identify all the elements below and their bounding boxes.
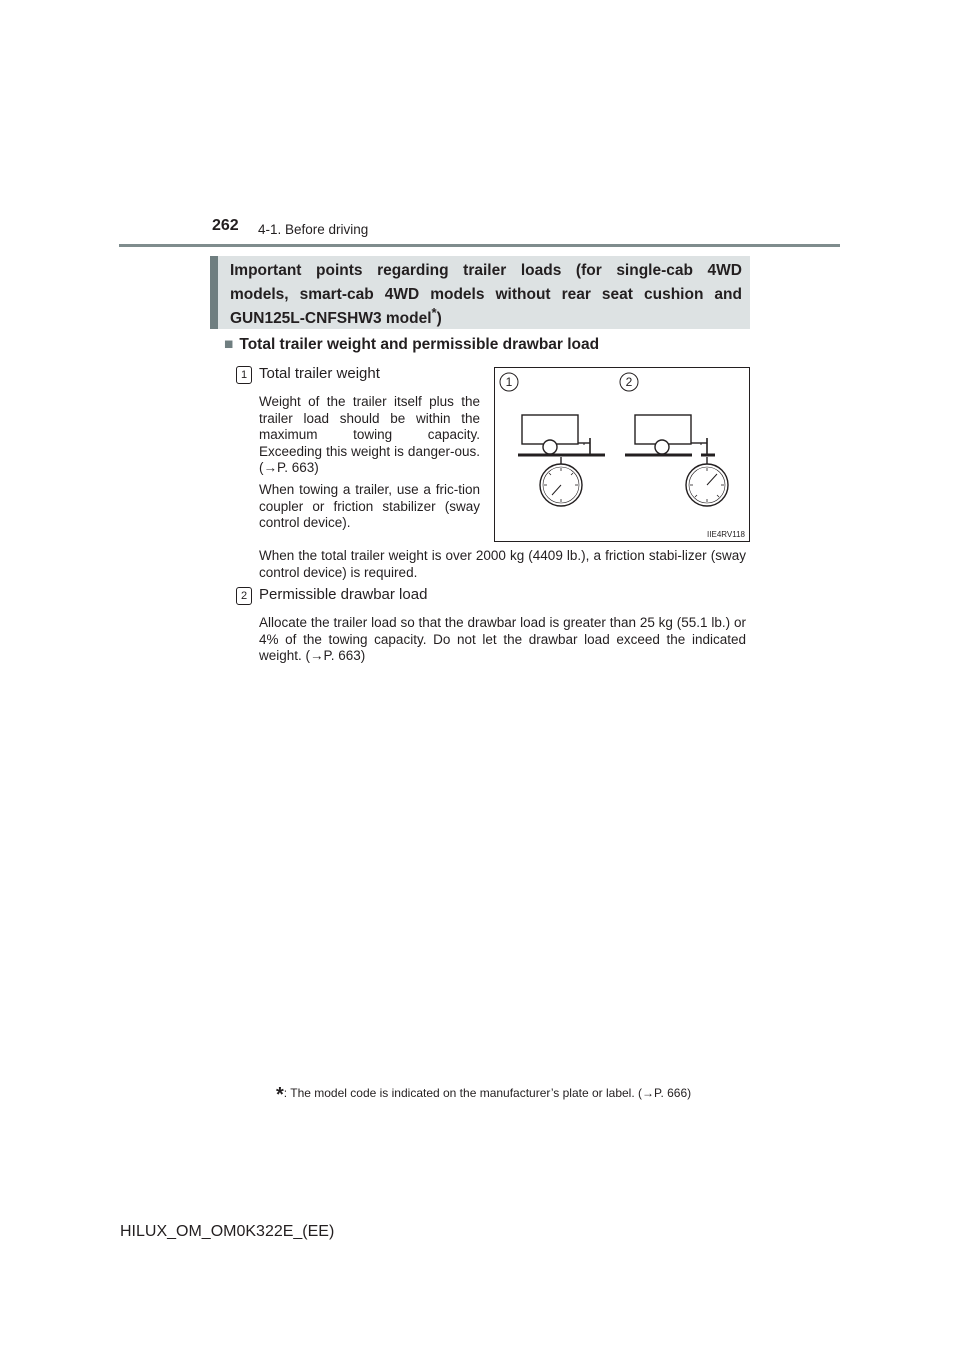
item-title-permissible-drawbar-load: Permissible drawbar load bbox=[259, 586, 428, 603]
marker-2: 2 bbox=[625, 375, 633, 389]
document-id: HILUX_OM_OM0K322E_(EE) bbox=[120, 1223, 335, 1240]
figure-code: IIE4RV118 bbox=[707, 530, 745, 539]
scale-left-icon bbox=[540, 464, 582, 506]
important-callout bbox=[210, 256, 750, 329]
subsection-heading bbox=[224, 336, 599, 354]
callout-close: ) bbox=[436, 310, 442, 327]
square-bullet-icon: ■ bbox=[224, 336, 234, 353]
callout-line-3 bbox=[230, 304, 742, 331]
scale-right-icon bbox=[686, 464, 728, 506]
callout-line-1: Important points regarding trailer loads (for single-cab 4WD bbox=[230, 262, 742, 279]
trailer-left-icon bbox=[518, 415, 605, 464]
item-title-total-trailer-weight: Total trailer weight bbox=[259, 365, 380, 382]
header-divider bbox=[119, 244, 840, 247]
callout-line-2: models, smart-cab 4WD models without rear seat cushion and bbox=[230, 286, 742, 303]
item-number-badge: 2 bbox=[236, 587, 252, 605]
subsection-title: Total trailer weight and permissible drawbar load bbox=[239, 336, 600, 353]
item-1-paragraph-2: When towing a trailer, use a fric-tion coupler or friction stabilizer (sway control device). bbox=[259, 482, 480, 530]
item-1-paragraph-3: When the total trailer weight is over 2000 kg (4409 lb.), a friction stabi-lizer (sway control device) is required. bbox=[259, 548, 746, 580]
item-1-paragraph-1: Weight of the trailer itself plus the trailer load should be within the maximum towing capacity. Exceeding this weight is danger-ous. (→P. 663) bbox=[259, 394, 480, 475]
trailer-right-icon bbox=[625, 415, 715, 464]
item-2-paragraph-1: Allocate the trailer load so that the drawbar load is greater than 25 kg (55.1 lb.) or 4% of the towing capacity. Do not let the drawbar load exceed the indicated weight. (→P. 663) bbox=[259, 615, 746, 663]
marker-1: 1 bbox=[505, 375, 513, 389]
asterisk-icon: * bbox=[276, 1084, 284, 1106]
item-number-badge: 1 bbox=[236, 366, 252, 384]
trailer-load-figure bbox=[494, 367, 750, 542]
footnote-text: : The model code is indicated on the manufacturer’s plate or label. (→P. 666) bbox=[283, 1086, 692, 1100]
page-number: 262 bbox=[212, 217, 239, 234]
scale-diagram bbox=[495, 368, 749, 541]
footnote bbox=[276, 1084, 691, 1107]
callout-model-code: GUN125L-CNFSHW3 model bbox=[230, 310, 432, 327]
asterisk-icon: * bbox=[431, 304, 437, 320]
section-title: 4-1. Before driving bbox=[258, 222, 369, 237]
